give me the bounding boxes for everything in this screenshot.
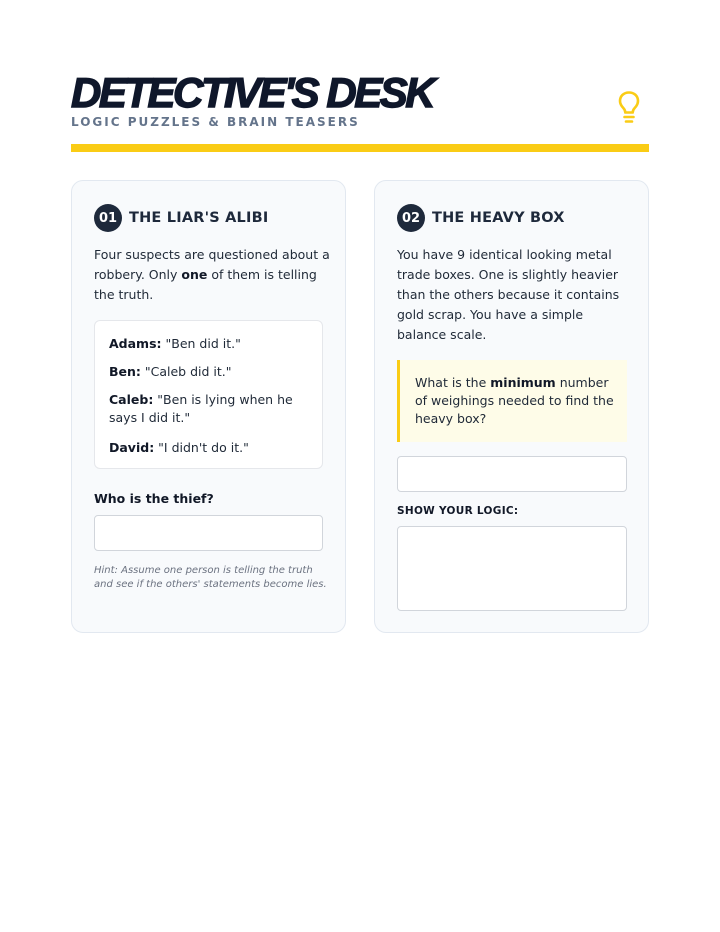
emphasis-one: one [181, 267, 208, 282]
emphasis-minimum: minimum [490, 375, 556, 390]
puzzle-hint: Hint: Assume one person is telling the truth and see if the others' statements become lies. [94, 565, 327, 590]
puzzle-number-badge: 02 [397, 204, 425, 232]
page-title: DETECTIVE'S DESK [71, 69, 434, 116]
lightbulb-icon [617, 90, 641, 126]
page-subtitle: LOGIC PUZZLES & BRAIN TEASERS [71, 115, 360, 129]
suspect-statements [94, 320, 323, 469]
show-logic-label: SHOW YOUR LOGIC: [397, 505, 519, 517]
statement-adams: Adams: "Ben did it." [109, 336, 241, 351]
statement-caleb: Caleb: "Ben is lying when he says I did it." [109, 392, 293, 425]
puzzle-heading [94, 204, 268, 232]
header-divider [71, 144, 649, 152]
weighings-answer-input[interactable] [397, 456, 627, 492]
puzzle-title: THE LIAR'S ALIBI [129, 210, 269, 226]
puzzle-number-badge: 01 [94, 204, 122, 232]
puzzle-heading [397, 204, 565, 232]
page-header [71, 69, 649, 154]
puzzle-title: THE HEAVY BOX [432, 210, 565, 226]
statement-david: David: "I didn't do it." [109, 440, 249, 455]
puzzle-card-liars-alibi [71, 180, 346, 633]
puzzle-intro: Four suspects are questioned about a robbery. Only one of them is telling the truth. [94, 247, 330, 302]
logic-textarea[interactable] [397, 526, 627, 611]
statement-ben: Ben: "Caleb did it." [109, 364, 232, 379]
puzzle-card-heavy-box [374, 180, 649, 633]
question-callout: What is the minimum number of weighings needed to find the heavy box? [397, 360, 627, 442]
thief-answer-input[interactable] [94, 515, 323, 551]
question-label: Who is the thief? [94, 491, 214, 506]
puzzle-intro: You have 9 identical looking metal trade boxes. One is slightly heavier than the others because it contains gold scrap. You have a simple balance scale. [397, 247, 620, 342]
